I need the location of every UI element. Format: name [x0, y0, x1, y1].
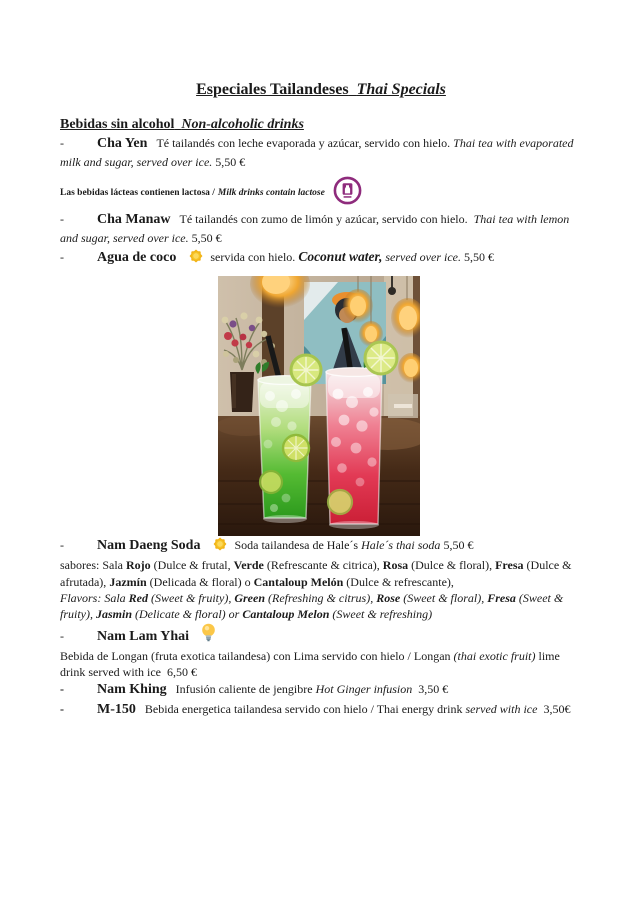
lactose-note-text	[60, 188, 325, 199]
text-segment: Verde	[233, 558, 264, 573]
nam-lam-yhai-description	[60, 648, 582, 681]
text-segment: Thai tea with lemon and sugar, served over ice.	[60, 212, 570, 246]
soda-flavors-spanish	[60, 557, 582, 590]
text-segment: (Sweet & refreshing)	[329, 607, 433, 622]
text-segment: Green	[234, 590, 266, 605]
item-name: Cha Yen	[97, 136, 148, 152]
page-title-es: Especiales Tailandeses	[196, 81, 349, 98]
text-segment: (Sweet & fruity),	[60, 590, 564, 622]
menu-item-nam-khing	[60, 680, 582, 700]
text-segment: Rojo	[125, 558, 151, 573]
text-segment: served over ice.	[385, 250, 461, 265]
page-title-en: Thai Specials	[356, 81, 446, 98]
text-segment: 5,50 €	[440, 538, 474, 553]
text-segment: lime drink served with ice 6,50 €	[60, 648, 560, 679]
text-segment: Jasmin	[96, 607, 133, 622]
item-description	[176, 682, 449, 696]
text-segment: Coconut water,	[298, 249, 383, 265]
text-segment: Flavors: Sala	[60, 590, 129, 605]
text-segment: Hale´s thai soda	[361, 538, 441, 553]
item-dash: -	[60, 628, 64, 643]
text-segment: (Sweet & floral),	[400, 590, 488, 605]
soda-flavors-english	[60, 590, 582, 623]
item-dash: -	[60, 212, 64, 227]
text-segment: (Refrescante & citrica),	[263, 558, 383, 573]
item-name: Nam Daeng Soda	[97, 538, 201, 554]
text-segment: Cantaloup Melón	[253, 574, 344, 589]
lactose-note	[60, 176, 582, 210]
text-segment: Bebida de Longan (fruta exotica tailandesa) con Lima servido con hielo / Longan	[60, 648, 454, 663]
section-heading-es: Bebidas sin alcohol	[60, 117, 175, 133]
sun-icon	[188, 248, 204, 269]
lactose-note-en: Milk drinks contain lactose	[217, 187, 325, 198]
text-segment: servida con hielo.	[207, 250, 299, 265]
text-segment: Rosa	[382, 558, 409, 573]
text-segment: Thai tea with evaporated milk and sugar, served over ice.	[60, 136, 574, 170]
text-segment: Rose	[376, 590, 401, 605]
menu-item-nam-daeng-soda	[60, 536, 582, 557]
text-segment: (Delicada & floral) o	[146, 574, 254, 589]
text-segment: (Dulce & refrescante),	[343, 574, 454, 589]
text-segment: (Sweet & fruity),	[148, 590, 235, 605]
text-segment: Fresa	[487, 590, 516, 605]
lactose-badge-icon	[333, 176, 362, 210]
drinks-photo	[218, 276, 420, 536]
text-segment: Infusión caliente de jengibre	[175, 682, 316, 697]
text-segment: Red	[128, 590, 149, 605]
text-segment: Hot Ginger infusion	[315, 682, 413, 697]
text-segment: (thai exotic fruit)	[453, 648, 536, 663]
text-segment: (Dulce & floral),	[408, 558, 496, 573]
text-segment: 5,50 €	[460, 250, 494, 265]
section-heading-en: Non-alcoholic drinks	[181, 117, 304, 133]
item-dash: -	[60, 538, 64, 553]
menu-item-cha-yen	[60, 134, 582, 171]
item-description	[145, 702, 571, 716]
item-description	[231, 538, 473, 552]
text-segment: Cantaloup Melon	[242, 607, 330, 622]
text-segment: Bebida energetica tailandesa servido con hielo / Thai energy drink	[144, 702, 466, 717]
lactose-note-es: Las bebidas lácteas contienen lactosa /	[60, 187, 215, 198]
text-segment: 3,50€	[537, 702, 571, 717]
text-segment: served with ice	[465, 702, 538, 717]
menu-item-agua-de-coco	[60, 247, 582, 269]
item-name: Cha Manaw	[97, 212, 171, 228]
text-segment: (Delicate & floral) or	[132, 607, 243, 622]
menu-item-m-150	[60, 700, 582, 720]
text-segment: Soda tailandesa de Hale´s	[231, 538, 362, 553]
item-dash: -	[60, 702, 64, 717]
menu-item-cha-manaw	[60, 210, 582, 247]
menu-item-nam-lam-yhai	[60, 623, 582, 648]
sun-icon	[212, 536, 228, 557]
text-segment: Té tailandés con zumo de limón y azúcar, servido con hielo.	[179, 212, 474, 227]
text-segment: 5,50 €	[188, 231, 222, 246]
text-segment: (Dulce & afrutada),	[60, 558, 572, 589]
text-segment: sabores: Sala	[60, 558, 126, 573]
section-heading	[60, 116, 582, 134]
item-dash: -	[60, 136, 64, 151]
item-name: M-150	[97, 702, 136, 718]
item-name: Nam Khing	[97, 682, 167, 698]
item-description	[207, 250, 494, 264]
text-segment: Té tailandés con leche evaporada y azúcar, servido con hielo.	[156, 136, 454, 151]
text-segment: Jazmín	[109, 574, 147, 589]
page-title	[60, 80, 582, 99]
text-segment: 5,50 €	[212, 155, 246, 170]
text-segment: (Dulce & frutal,	[150, 558, 234, 573]
item-dash: -	[60, 250, 64, 265]
text-segment: (Refreshing & citrus),	[265, 590, 377, 605]
item-name: Nam Lam Yhai	[97, 628, 190, 644]
text-segment: 3,50 €	[412, 682, 449, 697]
text-segment: Fresa	[495, 558, 524, 573]
item-name: Agua de coco	[97, 250, 177, 266]
lightbulb-icon	[201, 623, 216, 648]
title-spacer	[349, 81, 357, 98]
item-dash: -	[60, 682, 64, 697]
